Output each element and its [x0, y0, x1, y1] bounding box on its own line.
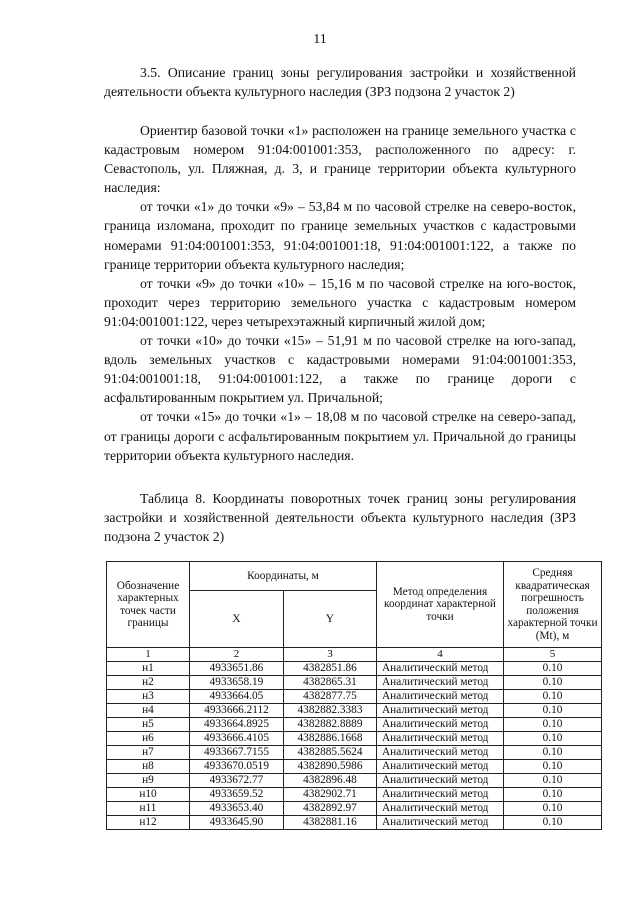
point-cell: н2: [107, 676, 190, 690]
method-cell: Аналитический метод: [377, 704, 504, 718]
accuracy-cell: 0.10: [504, 704, 602, 718]
table-row: [107, 760, 602, 774]
method-cell: Аналитический метод: [377, 816, 504, 830]
x-cell: 4933670.0519: [190, 760, 284, 774]
coordinates-table: [106, 561, 602, 830]
x-cell: 4933653.40: [190, 802, 284, 816]
column-number: 4: [377, 648, 504, 662]
y-cell: 4382865.31: [284, 676, 377, 690]
point-cell: н11: [107, 802, 190, 816]
page-number: 11: [313, 32, 327, 47]
column-number-row: [107, 648, 602, 662]
method-cell: Аналитический метод: [377, 690, 504, 704]
table-row: [107, 690, 602, 704]
table-row: [107, 732, 602, 746]
y-cell: 4382902.71: [284, 788, 377, 802]
y-cell: 4382892.97: [284, 802, 377, 816]
column-number: 2: [190, 648, 284, 662]
accuracy-cell: 0.10: [504, 718, 602, 732]
accuracy-cell: 0.10: [504, 746, 602, 760]
x-cell: 4933672.77: [190, 774, 284, 788]
method-cell: Аналитический метод: [377, 746, 504, 760]
accuracy-cell: 0.10: [504, 774, 602, 788]
accuracy-cell: 0.10: [504, 662, 602, 676]
y-cell: 4382896.48: [284, 774, 377, 788]
paragraph: от точки «1» до точки «9» – 53,84 м по часовой стрелке на северо-восток, граница изломана, проходит по границе земельных участков с кадастровыми номерами 91:04:001001:353, 91:04:001001:18, 91:04:001001:122, а также по границе территории объекта культурного наследия;: [104, 199, 576, 272]
point-cell: н3: [107, 690, 190, 704]
header-x: X: [190, 591, 284, 648]
method-cell: Аналитический метод: [377, 732, 504, 746]
point-cell: н4: [107, 704, 190, 718]
method-cell: Аналитический метод: [377, 718, 504, 732]
table-row: [107, 802, 602, 816]
y-cell: 4382882.8889: [284, 718, 377, 732]
table-row: [107, 746, 602, 760]
accuracy-cell: 0.10: [504, 802, 602, 816]
y-cell: 4382851.86: [284, 662, 377, 676]
table-row: [107, 676, 602, 690]
accuracy-cell: 0.10: [504, 788, 602, 802]
point-cell: н10: [107, 788, 190, 802]
header-accuracy: Средняя квадратическая погрешность положения характерной точки (Mt), м: [504, 562, 602, 648]
table-header-row: [107, 562, 602, 591]
accuracy-cell: 0.10: [504, 816, 602, 830]
x-cell: 4933664.05: [190, 690, 284, 704]
boundary-description: [104, 121, 576, 465]
point-cell: н9: [107, 774, 190, 788]
method-cell: Аналитический метод: [377, 774, 504, 788]
x-cell: 4933651.86: [190, 662, 284, 676]
table-caption: Таблица 8. Координаты поворотных точек границ зоны регулирования застройки и хозяйственной деятельности объекта культурного наследия (ЗРЗ подзона 2 участок 2): [104, 491, 576, 545]
column-number: 3: [284, 648, 377, 662]
point-cell: н8: [107, 760, 190, 774]
x-cell: 4933664.8925: [190, 718, 284, 732]
paragraph: от точки «10» до точки «15» – 51,91 м по часовой стрелке на юго-запад, вдоль земельных участков с кадастровыми номерами 91:04:001001:353, 91:04:001001:18, 91:04:001001:122, а также по границе дороги с асфальтированным покрытием ул. Причальной;: [104, 333, 576, 406]
y-cell: 4382890.5986: [284, 760, 377, 774]
y-cell: 4382882.3383: [284, 704, 377, 718]
point-cell: н1: [107, 662, 190, 676]
point-cell: н7: [107, 746, 190, 760]
accuracy-cell: 0.10: [504, 676, 602, 690]
column-number: 5: [504, 648, 602, 662]
table-row: [107, 662, 602, 676]
table-row: [107, 718, 602, 732]
y-cell: 4382886.1668: [284, 732, 377, 746]
paragraph: от точки «15» до точки «1» – 18,08 м по часовой стрелке на северо-запад, от границы дороги с асфальтированным покрытием ул. Причальной до границы территории объекта культурного наследия.: [104, 409, 576, 463]
point-cell: н6: [107, 732, 190, 746]
accuracy-cell: 0.10: [504, 732, 602, 746]
paragraph: от точки «9» до точки «10» – 15,16 м по часовой стрелке на юго-восток, проходит через территорию земельного участка с кадастровым номером 91:04:001001:122, через четырехэтажный кирпичный жилой дом;: [104, 275, 576, 329]
header-coordinates: Координаты, м: [190, 562, 377, 591]
table-row: [107, 774, 602, 788]
x-cell: 4933666.2112: [190, 704, 284, 718]
header-y: Y: [284, 591, 377, 648]
y-cell: 4382885.5624: [284, 746, 377, 760]
method-cell: Аналитический метод: [377, 662, 504, 676]
table-row: [107, 704, 602, 718]
method-cell: Аналитический метод: [377, 760, 504, 774]
table-row: [107, 788, 602, 802]
point-cell: н5: [107, 718, 190, 732]
header-method: Метод определения координат характерной точки: [377, 562, 504, 648]
paragraph: Ориентир базовой точки «1» расположен на границе земельного участка с кадастровым номером 91:04:001001:353, расположенного по адресу: г. Севастополь, ул. Пляжная, д. 3, и границе территории объекта культурного наследия:: [104, 123, 576, 196]
y-cell: 4382881.16: [284, 816, 377, 830]
y-cell: 4382877.75: [284, 690, 377, 704]
x-cell: 4933667.7155: [190, 746, 284, 760]
table-row: [107, 816, 602, 830]
x-cell: 4933666.4105: [190, 732, 284, 746]
x-cell: 4933645.90: [190, 816, 284, 830]
column-number: 1: [107, 648, 190, 662]
x-cell: 4933659.52: [190, 788, 284, 802]
x-cell: 4933658.19: [190, 676, 284, 690]
accuracy-cell: 0.10: [504, 690, 602, 704]
point-cell: н12: [107, 816, 190, 830]
section-heading: 3.5. Описание границ зоны регулирования застройки и хозяйственной деятельности объекта культурного наследия (ЗРЗ подзона 2 участок 2): [104, 65, 576, 100]
method-cell: Аналитический метод: [377, 676, 504, 690]
method-cell: Аналитический метод: [377, 788, 504, 802]
header-designation: Обозначение характерных точек части границы: [107, 562, 190, 648]
method-cell: Аналитический метод: [377, 802, 504, 816]
accuracy-cell: 0.10: [504, 760, 602, 774]
